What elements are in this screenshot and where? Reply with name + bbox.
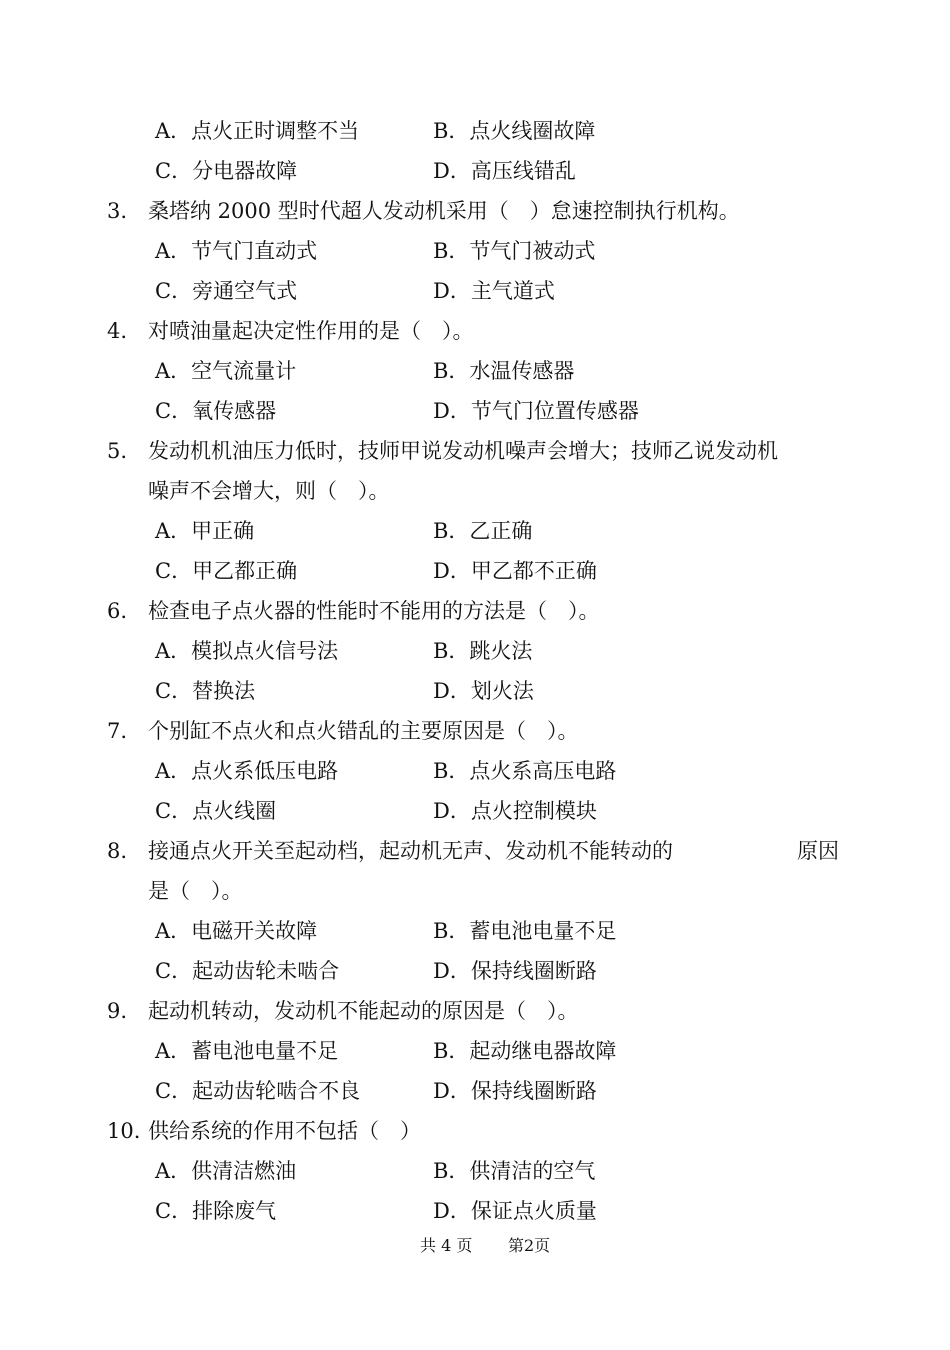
option-d: D．保证点火质量 [433, 1199, 597, 1223]
options-row-q10-1 [0, 1151, 950, 1191]
option-c: C．起动齿轮啮合不良 [155, 1079, 361, 1103]
option-d: D．保持线圈断路 [433, 1079, 597, 1103]
option-d: D．高压线错乱 [433, 159, 576, 183]
question-6 [0, 591, 950, 631]
question-8 [0, 831, 950, 871]
option-a: A．模拟点火信号法 [155, 639, 339, 663]
question-number: 5. [107, 439, 128, 463]
options-row-q4-2 [0, 391, 950, 431]
options-row-q7-2 [0, 791, 950, 831]
question-text-continued: 是（ ）。 [148, 879, 243, 903]
page-number: 第2页 [508, 1236, 551, 1255]
option-c: C．排除废气 [155, 1199, 277, 1223]
option-d: D．保持线圈断路 [433, 959, 597, 983]
question-number: 9. [107, 999, 128, 1023]
question-number: 4. [107, 319, 128, 343]
options-row-q10-2 [0, 1191, 950, 1231]
option-b: B．跳火法 [433, 639, 533, 663]
question-text: 供给系统的作用不包括（ ） [148, 1119, 421, 1143]
total-pages: 共 4 页 [420, 1236, 473, 1255]
question-3 [0, 191, 950, 231]
question-text: 接通点火开关至起动档，起动机无声、发动机不能转动的 [148, 839, 673, 863]
option-a: A．电磁开关故障 [155, 919, 318, 943]
option-a: A．节气门直动式 [155, 239, 318, 263]
option-b: B．节气门被动式 [433, 239, 596, 263]
options-row-q7-1 [0, 751, 950, 791]
option-b: B．点火线圈故障 [433, 119, 596, 143]
question-text: 发动机机油压力低时，技师甲说发动机噪声会增大；技师乙说发动机 [148, 439, 778, 463]
question-7 [0, 711, 950, 751]
options-row-q2-1 [0, 111, 950, 151]
option-c: C．点火线圈 [155, 799, 277, 823]
question-text: 个别缸不点火和点火错乱的主要原因是（ ）。 [148, 719, 579, 743]
option-c: C．替换法 [155, 679, 256, 703]
option-c: C．氧传感器 [155, 399, 277, 423]
option-d: D．节气门位置传感器 [433, 399, 639, 423]
options-row-q3-2 [0, 271, 950, 311]
option-c: C．分电器故障 [155, 159, 298, 183]
option-d: D．甲乙都不正确 [433, 559, 597, 583]
option-b: B．乙正确 [433, 519, 533, 543]
option-d: D．点火控制模块 [433, 799, 597, 823]
option-d: D．划火法 [433, 679, 534, 703]
question-5-continued [0, 471, 950, 511]
question-text: 对喷油量起决定性作用的是（ ）。 [148, 319, 474, 343]
question-text: 检查电子点火器的性能时不能用的方法是（ ）。 [148, 599, 600, 623]
question-number: 7. [107, 719, 128, 743]
question-5 [0, 431, 950, 471]
option-d: D．主气道式 [433, 279, 555, 303]
option-b: B．蓄电池电量不足 [433, 919, 617, 943]
question-number: 10. [107, 1119, 141, 1143]
option-b: B．供清洁的空气 [433, 1159, 596, 1183]
options-row-q5-1 [0, 511, 950, 551]
question-number: 6. [107, 599, 128, 623]
options-row-q9-2 [0, 1071, 950, 1111]
options-row-q4-1 [0, 351, 950, 391]
options-row-q3-1 [0, 231, 950, 271]
option-c: C．旁通空气式 [155, 279, 298, 303]
question-text: 起动机转动，发动机不能起动的原因是（ ）。 [148, 999, 579, 1023]
question-number: 8. [107, 839, 128, 863]
question-10 [0, 1111, 950, 1151]
option-b: B．水温传感器 [433, 359, 575, 383]
option-a: A．供清洁燃油 [155, 1159, 297, 1183]
options-row-q2-2 [0, 151, 950, 191]
question-9 [0, 991, 950, 1031]
question-4 [0, 311, 950, 351]
options-row-q5-2 [0, 551, 950, 591]
option-c: C．起动齿轮未啮合 [155, 959, 340, 983]
option-a: A．点火系低压电路 [155, 759, 339, 783]
page-footer [0, 1234, 950, 1258]
options-row-q6-1 [0, 631, 950, 671]
options-row-q9-1 [0, 1031, 950, 1071]
options-row-q8-2 [0, 951, 950, 991]
option-a: A．空气流量计 [155, 359, 297, 383]
question-text-right: 原因 [797, 839, 839, 863]
option-b: B．点火系高压电路 [433, 759, 617, 783]
option-a: A．点火正时调整不当 [155, 119, 360, 143]
question-text: 桑塔纳 2000 型时代超人发动机采用（ ）怠速控制执行机构。 [148, 199, 740, 223]
question-text-continued: 噪声不会增大，则（ ）。 [148, 479, 390, 503]
option-a: A．蓄电池电量不足 [155, 1039, 339, 1063]
question-8-continued [0, 871, 950, 911]
option-a: A．甲正确 [155, 519, 255, 543]
option-b: B．起动继电器故障 [433, 1039, 617, 1063]
question-number: 3. [107, 199, 128, 223]
options-row-q8-1 [0, 911, 950, 951]
option-c: C．甲乙都正确 [155, 559, 298, 583]
options-row-q6-2 [0, 671, 950, 711]
